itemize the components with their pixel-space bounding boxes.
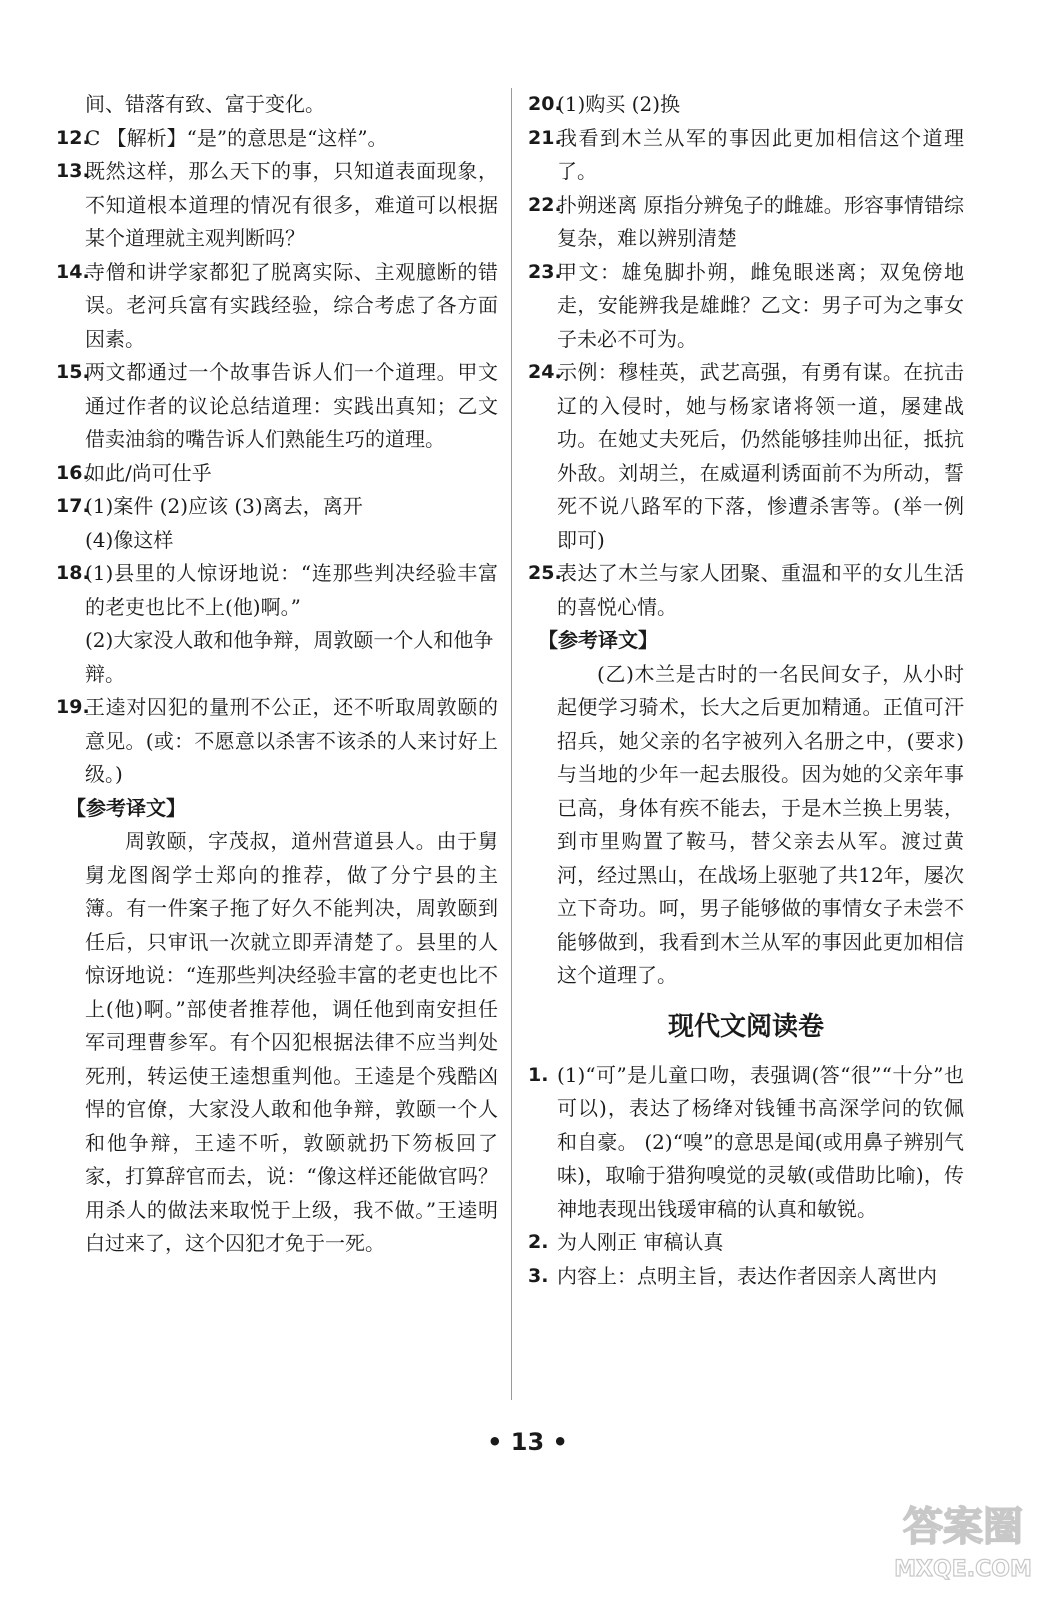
answer-text: C 【解析】“是”的意思是“这样”。 xyxy=(85,125,388,150)
answer-number: 20. xyxy=(528,93,562,115)
answer-25 xyxy=(528,557,964,624)
answer-15 xyxy=(56,356,498,457)
answer-17-continued: (4)像这样 xyxy=(85,527,174,552)
answer-text: 内容上：点明主旨，表达作者因亲人离世内 xyxy=(557,1263,937,1288)
answer-number: 13. xyxy=(56,160,90,182)
answer-number: 19. xyxy=(56,696,90,718)
answer-number: 17. xyxy=(56,495,90,517)
answer-text: 扑朔迷离 原指分辨兔子的雌雄。形容事情错综复杂，难以辨别清楚 xyxy=(557,192,964,250)
answer-23 xyxy=(528,256,964,357)
page-number: • 13 • xyxy=(487,1428,568,1456)
answer-number: 3. xyxy=(528,1264,549,1287)
answer-text: 示例：穆桂英，武艺高强，有勇有谋。在抗击辽的入侵时，她与杨家诸将领一道，屡建战功。在她丈夫死后，仍然能够挂帅出征，抵抗外敌。刘胡兰，在威逼利诱面前不为所动，誓死不说八路军的下落，惨遭杀害等。(举一例即可) xyxy=(557,360,964,552)
answer-text: 为人刚正 审稿认真 xyxy=(557,1230,724,1254)
answer-22 xyxy=(528,189,964,256)
modern-answer-2 xyxy=(528,1226,964,1260)
reference-translation-heading: 【参考译文】 xyxy=(538,628,658,652)
answer-text: 王逵对囚犯的量刑不公正，还不听取周敦颐的意见。(或：不愿意以杀害不该杀的人来讨好上级。) xyxy=(85,695,498,786)
modern-answer-3 xyxy=(528,1260,964,1294)
answer-number: 22. xyxy=(528,193,562,216)
answer-number: 25. xyxy=(528,562,562,584)
answer-number: 16. xyxy=(56,461,90,484)
answer-text: 表达了木兰与家人团聚、重温和平的女儿生活的喜悦心情。 xyxy=(557,561,964,619)
answer-number: 15. xyxy=(56,361,90,383)
watermark-line2: MXQE.COM xyxy=(894,1557,1032,1582)
modern-answer-1 xyxy=(528,1059,964,1227)
watermark-logo-icon xyxy=(893,1488,1033,1588)
answer-text: 如此/尚可仕乎 xyxy=(85,460,212,485)
answer-number: 14. xyxy=(56,260,90,283)
answer-number: 12. xyxy=(56,126,90,149)
continued-line: 间、错落有致、富于变化。 xyxy=(85,92,325,116)
answer-13 xyxy=(56,155,498,256)
answer-19 xyxy=(56,691,498,792)
answer-20 xyxy=(528,88,964,122)
answer-text: 寺僧和讲学家都犯了脱离实际、主观臆断的错误。老河兵富有实践经验，综合考虑了各方面因素。 xyxy=(85,259,498,351)
reference-translation: 周敦颐，字茂叔，道州营道县人。由于舅舅龙图阁学士郑向的推荐，做了分宁县的主簿。有一件案子拖了好久不能判决，周敦颐到任后，只审讯一次就立即弄清楚了。县里的人惊讶地说：“连那些判决经验丰富的老吏也比不上(他)啊。”部使者推荐他，调任他到南安担任军司理曹参军。有个囚犯根据法律不应当判处死刑，转运使王逵想重判他。王逵是个残酷凶悍的官僚，大家没人敢和他争辩，敦颐一个人和他争辩，王逵不听，敦颐就扔下笏板回了家，打算辞官而去，说：“像这样还能做官吗？用杀人的做法来取悦于上级，我不做。”王逵明白过来了，这个囚犯才免于一死。 xyxy=(85,829,498,1255)
answer-text: (1)“可”是儿童口吻，表强调(答“很”“十分”也可以)，表达了杨绛对钱锺书高深学问的钦佩和自豪。 (2)“嗅”的意思是闻(或用鼻子辨别气味)，取喻于猎狗嗅觉的灵敏(或借助比喻)，传神地表现出钱瑗审稿的认真和敏锐。 xyxy=(557,1062,964,1221)
answer-number: 23. xyxy=(528,260,562,283)
answer-number: 18. xyxy=(56,562,90,584)
answer-number: 2. xyxy=(528,1231,549,1253)
column-divider xyxy=(511,88,512,1400)
answer-number: 1. xyxy=(528,1063,549,1086)
answer-text: 甲文：雄兔脚扑朔，雌兔眼迷离；双兔傍地走，安能辨我是雄雌？乙文：男子可为之事女子未必不可为。 xyxy=(557,259,964,351)
answer-text: 我看到木兰从军的事因此更加相信这个道理了。 xyxy=(557,125,964,183)
answer-24 xyxy=(528,356,964,557)
section-title: 现代文阅读卷 xyxy=(667,1011,824,1042)
answer-text: (1)县里的人惊讶地说：“连那些判决经验丰富的老吏也比不上(他)啊。” xyxy=(85,561,498,619)
left-column xyxy=(56,88,498,1261)
answer-14 xyxy=(56,256,498,357)
reference-translation: (乙)木兰是古时的一名民间女子，从小时起便学习骑术，长大之后更加精通。正值可汗招兵，她父亲的名字被列入名册之中，(要求)与当地的少年一起去服役。因为她的父亲年事已高，身体有疾不能去，于是木兰换上男装，到市里购置了鞍马，替父亲去从军。渡过黄河，经过黑山，在战场上驱驰了共12年，屡次立下奇功。呵，男子能够做的事情女子未尝不能够做到，我看到木兰从军的事因此更加相信这个道理了。 xyxy=(557,661,964,987)
answer-17 xyxy=(56,490,498,524)
answer-18-continued: (2)大家没人敢和他争辩，周敦颐一个人和他争辩。 xyxy=(85,628,494,686)
right-column xyxy=(528,88,964,1293)
answer-text: 两文都通过一个故事告诉人们一个道理。甲文通过作者的议论总结道理：实践出真知；乙文借卖油翁的嘴告诉人们熟能生巧的道理。 xyxy=(85,360,498,451)
reference-translation-heading: 【参考译文】 xyxy=(66,795,186,820)
answer-number: 21. xyxy=(528,126,562,149)
answer-18 xyxy=(56,557,498,624)
answer-text: (1)案件 (2)应该 (3)离去，离开 xyxy=(85,494,363,518)
watermark-line1: 答案圈 xyxy=(903,1504,1023,1550)
answer-number: 24. xyxy=(528,361,562,383)
answer-21 xyxy=(528,122,964,189)
answer-text: (1)购买 (2)换 xyxy=(557,92,681,116)
answer-12 xyxy=(56,122,498,156)
answer-text: 既然这样，那么天下的事，只知道表面现象，不知道根本道理的情况有很多，难道可以根据某个道理就主观判断吗？ xyxy=(85,159,498,250)
answer-16 xyxy=(56,457,498,491)
